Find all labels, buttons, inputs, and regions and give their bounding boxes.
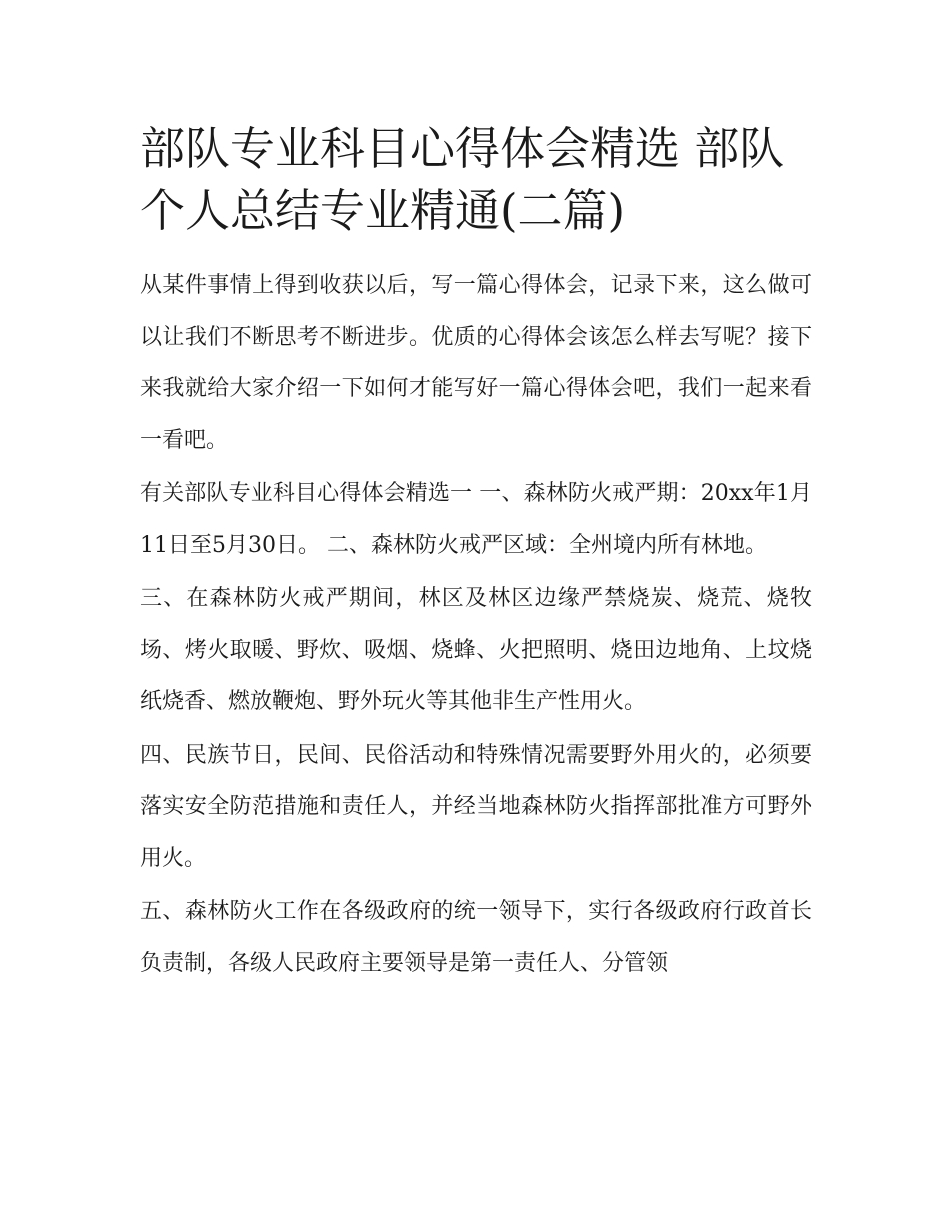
document-body (140, 118, 812, 989)
paragraph-item-four: 四、民族节日，民间、民俗活动和特殊情况需要野外用火的，必须要落实安全防范措施和责任人，并经当地森林防火指挥部批准方可野外用火。 (140, 742, 812, 871)
document-title: 部队专业科目心得体会精选 部队个人总结专业精通(二篇) (140, 122, 785, 237)
paragraph-intro: 从某件事情上得到收获以后，写一篇心得体会，记录下来，这么做可以让我们不断思考不断进步。优质的心得体会该怎么样去写呢？接下来我就给大家介绍一下如何才能写好一篇心得体会吧，我们一起来看一看吧。 (140, 273, 812, 453)
paragraph-section-one: 有关部队专业科目心得体会精选一 一、森林防火戒严期：20xx年1月11日至5月30日。 二、森林防火戒严区域：全州境内所有林地。 (140, 481, 812, 558)
paragraph-item-five: 五、森林防火工作在各级政府的统一领导下，实行各级政府行政首长负责制，各级人民政府主要领导是第一责任人、分管领 (140, 899, 812, 976)
paragraph-item-three: 三、在森林防火戒严期间，林区及林区边缘严禁烧炭、烧荒、烧牧场、烤火取暖、野炊、吸烟、烧蜂、火把照明、烧田边地角、上坟烧纸烧香、燃放鞭炮、野外玩火等其他非生产性用火。 (140, 586, 812, 714)
